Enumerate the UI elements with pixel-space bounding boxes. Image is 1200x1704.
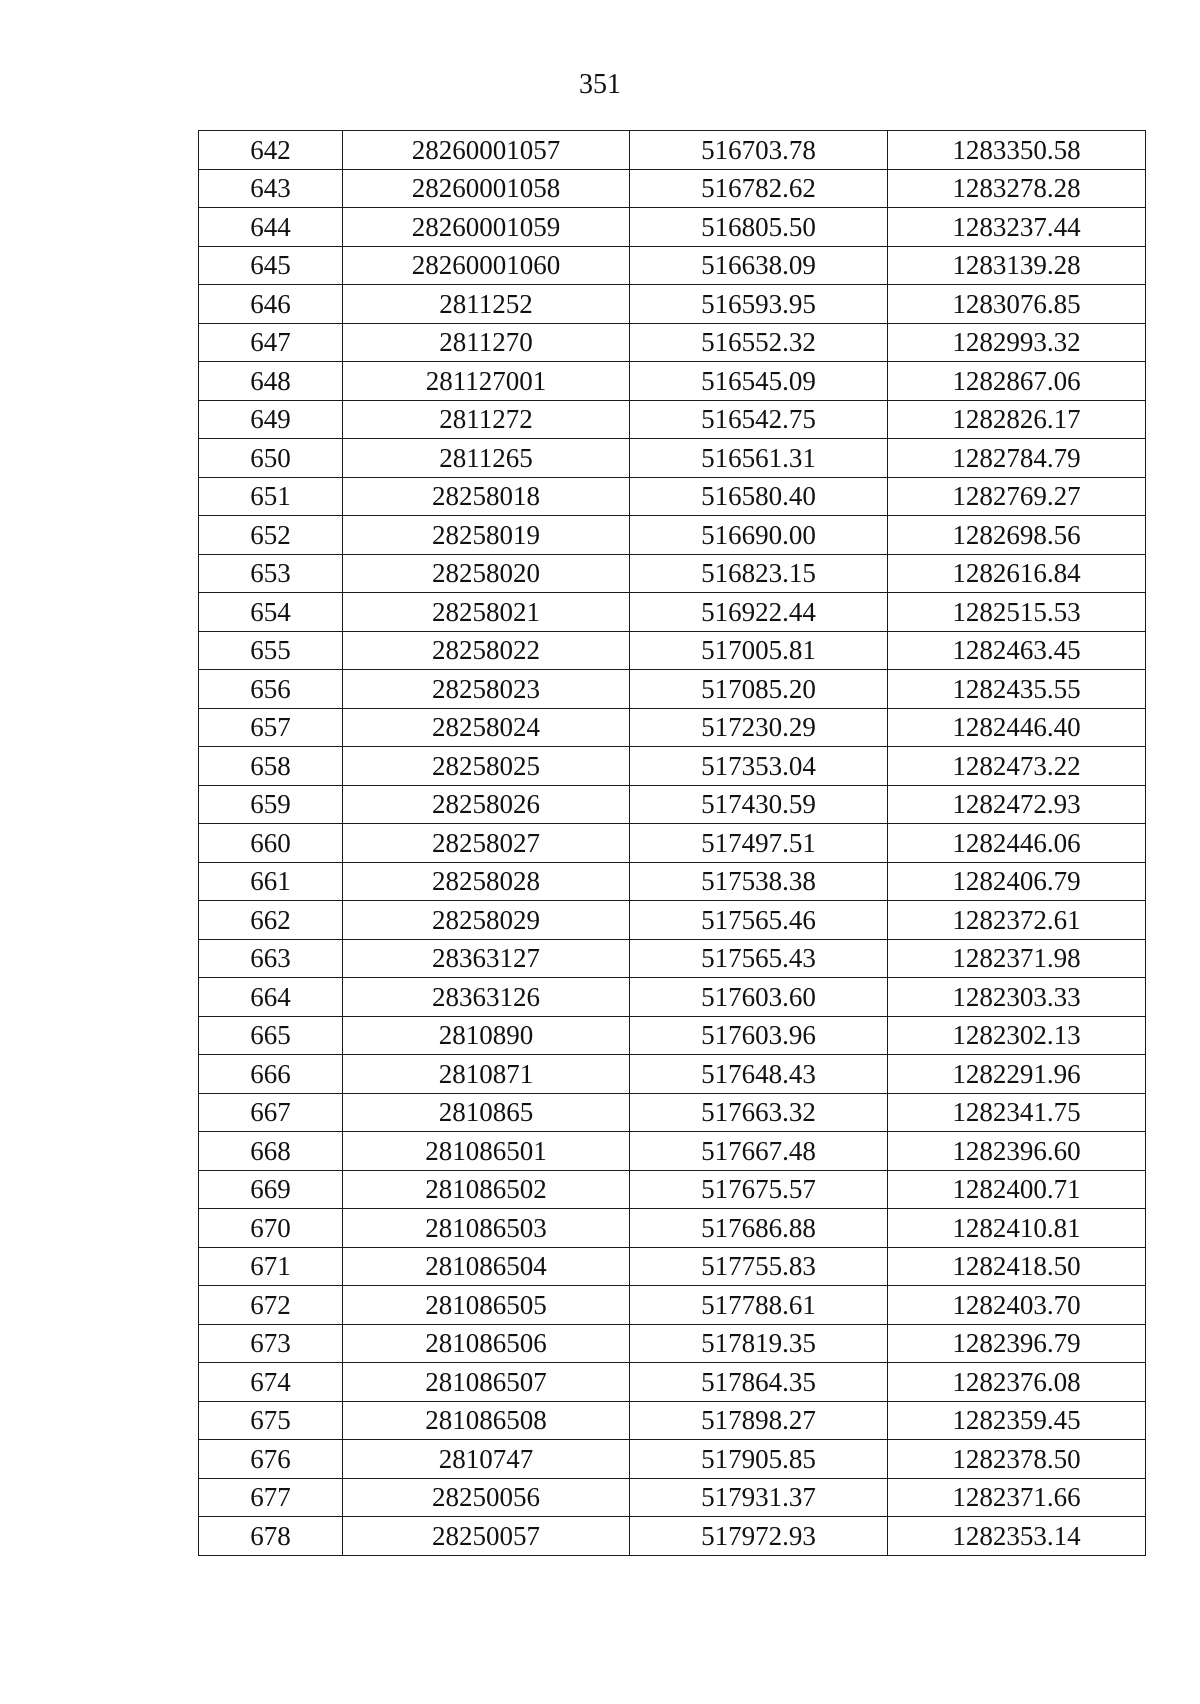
y-coordinate-cell: 1282515.53 bbox=[888, 593, 1146, 632]
y-coordinate-cell: 1282372.61 bbox=[888, 901, 1146, 940]
y-coordinate-cell: 1283237.44 bbox=[888, 208, 1146, 247]
table-row bbox=[199, 400, 1146, 439]
table-row bbox=[199, 1055, 1146, 1094]
x-coordinate-cell: 516561.31 bbox=[630, 439, 888, 478]
point-id-cell: 28258025 bbox=[343, 747, 630, 786]
y-coordinate-cell: 1283076.85 bbox=[888, 285, 1146, 324]
y-coordinate-cell: 1282303.33 bbox=[888, 978, 1146, 1017]
point-id-cell: 2810871 bbox=[343, 1055, 630, 1094]
table-row bbox=[199, 1478, 1146, 1517]
y-coordinate-cell: 1283350.58 bbox=[888, 131, 1146, 170]
x-coordinate-cell: 517005.81 bbox=[630, 631, 888, 670]
table-row bbox=[199, 1016, 1146, 1055]
point-id-cell: 28258020 bbox=[343, 554, 630, 593]
row-number-cell: 657 bbox=[199, 708, 343, 747]
table-row bbox=[199, 1440, 1146, 1479]
point-id-cell: 281086508 bbox=[343, 1401, 630, 1440]
point-id-cell: 28363127 bbox=[343, 939, 630, 978]
y-coordinate-cell: 1282769.27 bbox=[888, 477, 1146, 516]
point-id-cell: 28258028 bbox=[343, 862, 630, 901]
row-number-cell: 650 bbox=[199, 439, 343, 478]
x-coordinate-cell: 516552.32 bbox=[630, 323, 888, 362]
point-id-cell: 28258018 bbox=[343, 477, 630, 516]
x-coordinate-cell: 517819.35 bbox=[630, 1324, 888, 1363]
row-number-cell: 671 bbox=[199, 1247, 343, 1286]
y-coordinate-cell: 1282376.08 bbox=[888, 1363, 1146, 1402]
x-coordinate-cell: 517497.51 bbox=[630, 824, 888, 863]
row-number-cell: 663 bbox=[199, 939, 343, 978]
table-row bbox=[199, 939, 1146, 978]
point-id-cell: 28260001059 bbox=[343, 208, 630, 247]
x-coordinate-cell: 516922.44 bbox=[630, 593, 888, 632]
row-number-cell: 674 bbox=[199, 1363, 343, 1402]
row-number-cell: 661 bbox=[199, 862, 343, 901]
y-coordinate-cell: 1283139.28 bbox=[888, 246, 1146, 285]
table-row bbox=[199, 1401, 1146, 1440]
point-id-cell: 28260001058 bbox=[343, 169, 630, 208]
table-row bbox=[199, 323, 1146, 362]
row-number-cell: 677 bbox=[199, 1478, 343, 1517]
row-number-cell: 675 bbox=[199, 1401, 343, 1440]
point-id-cell: 28250056 bbox=[343, 1478, 630, 1517]
point-id-cell: 2810865 bbox=[343, 1093, 630, 1132]
table-row bbox=[199, 824, 1146, 863]
row-number-cell: 660 bbox=[199, 824, 343, 863]
x-coordinate-cell: 517675.57 bbox=[630, 1170, 888, 1209]
table-row bbox=[199, 285, 1146, 324]
point-id-cell: 2810747 bbox=[343, 1440, 630, 1479]
x-coordinate-cell: 516580.40 bbox=[630, 477, 888, 516]
point-id-cell: 28250057 bbox=[343, 1517, 630, 1556]
x-coordinate-cell: 517755.83 bbox=[630, 1247, 888, 1286]
point-id-cell: 28258024 bbox=[343, 708, 630, 747]
row-number-cell: 665 bbox=[199, 1016, 343, 1055]
table-row bbox=[199, 246, 1146, 285]
table-row bbox=[199, 131, 1146, 170]
row-number-cell: 676 bbox=[199, 1440, 343, 1479]
table-row bbox=[199, 208, 1146, 247]
page-number: 351 bbox=[579, 69, 621, 100]
row-number-cell: 670 bbox=[199, 1209, 343, 1248]
y-coordinate-cell: 1283278.28 bbox=[888, 169, 1146, 208]
row-number-cell: 664 bbox=[199, 978, 343, 1017]
y-coordinate-cell: 1282396.79 bbox=[888, 1324, 1146, 1363]
y-coordinate-cell: 1282472.93 bbox=[888, 785, 1146, 824]
point-id-cell: 28260001060 bbox=[343, 246, 630, 285]
table-row bbox=[199, 631, 1146, 670]
point-id-cell: 2811270 bbox=[343, 323, 630, 362]
row-number-cell: 678 bbox=[199, 1517, 343, 1556]
x-coordinate-cell: 516542.75 bbox=[630, 400, 888, 439]
row-number-cell: 651 bbox=[199, 477, 343, 516]
row-number-cell: 658 bbox=[199, 747, 343, 786]
point-id-cell: 2811265 bbox=[343, 439, 630, 478]
table-row bbox=[199, 747, 1146, 786]
table-row bbox=[199, 978, 1146, 1017]
y-coordinate-cell: 1282698.56 bbox=[888, 516, 1146, 555]
x-coordinate-cell: 517905.85 bbox=[630, 1440, 888, 1479]
point-id-cell: 28363126 bbox=[343, 978, 630, 1017]
row-number-cell: 642 bbox=[199, 131, 343, 170]
row-number-cell: 667 bbox=[199, 1093, 343, 1132]
y-coordinate-cell: 1282463.45 bbox=[888, 631, 1146, 670]
y-coordinate-cell: 1282302.13 bbox=[888, 1016, 1146, 1055]
y-coordinate-cell: 1282371.66 bbox=[888, 1478, 1146, 1517]
row-number-cell: 662 bbox=[199, 901, 343, 940]
point-id-cell: 281086507 bbox=[343, 1363, 630, 1402]
row-number-cell: 659 bbox=[199, 785, 343, 824]
x-coordinate-cell: 517230.29 bbox=[630, 708, 888, 747]
y-coordinate-cell: 1282291.96 bbox=[888, 1055, 1146, 1094]
y-coordinate-cell: 1282371.98 bbox=[888, 939, 1146, 978]
row-number-cell: 647 bbox=[199, 323, 343, 362]
row-number-cell: 672 bbox=[199, 1286, 343, 1325]
x-coordinate-cell: 516823.15 bbox=[630, 554, 888, 593]
table-row bbox=[199, 362, 1146, 401]
point-id-cell: 28258027 bbox=[343, 824, 630, 863]
table-row bbox=[199, 1324, 1146, 1363]
point-id-cell: 281127001 bbox=[343, 362, 630, 401]
point-id-cell: 28258029 bbox=[343, 901, 630, 940]
x-coordinate-cell: 516638.09 bbox=[630, 246, 888, 285]
point-id-cell: 28258021 bbox=[343, 593, 630, 632]
x-coordinate-cell: 516690.00 bbox=[630, 516, 888, 555]
table-row bbox=[199, 1093, 1146, 1132]
y-coordinate-cell: 1282400.71 bbox=[888, 1170, 1146, 1209]
row-number-cell: 669 bbox=[199, 1170, 343, 1209]
table-row bbox=[199, 708, 1146, 747]
x-coordinate-cell: 516545.09 bbox=[630, 362, 888, 401]
x-coordinate-cell: 517931.37 bbox=[630, 1478, 888, 1517]
y-coordinate-cell: 1282403.70 bbox=[888, 1286, 1146, 1325]
row-number-cell: 655 bbox=[199, 631, 343, 670]
point-id-cell: 28258022 bbox=[343, 631, 630, 670]
y-coordinate-cell: 1282341.75 bbox=[888, 1093, 1146, 1132]
point-id-cell: 28258023 bbox=[343, 670, 630, 709]
coordinates-table bbox=[198, 130, 1146, 1556]
point-id-cell: 281086502 bbox=[343, 1170, 630, 1209]
x-coordinate-cell: 517603.96 bbox=[630, 1016, 888, 1055]
row-number-cell: 652 bbox=[199, 516, 343, 555]
y-coordinate-cell: 1282473.22 bbox=[888, 747, 1146, 786]
y-coordinate-cell: 1282446.40 bbox=[888, 708, 1146, 747]
x-coordinate-cell: 516593.95 bbox=[630, 285, 888, 324]
table-row bbox=[199, 169, 1146, 208]
point-id-cell: 281086506 bbox=[343, 1324, 630, 1363]
table-row bbox=[199, 1363, 1146, 1402]
row-number-cell: 653 bbox=[199, 554, 343, 593]
table-row bbox=[199, 901, 1146, 940]
row-number-cell: 656 bbox=[199, 670, 343, 709]
table-row bbox=[199, 1247, 1146, 1286]
table-row bbox=[199, 516, 1146, 555]
row-number-cell: 654 bbox=[199, 593, 343, 632]
row-number-cell: 644 bbox=[199, 208, 343, 247]
y-coordinate-cell: 1282446.06 bbox=[888, 824, 1146, 863]
x-coordinate-cell: 517972.93 bbox=[630, 1517, 888, 1556]
x-coordinate-cell: 517648.43 bbox=[630, 1055, 888, 1094]
table-row bbox=[199, 785, 1146, 824]
x-coordinate-cell: 517686.88 bbox=[630, 1209, 888, 1248]
point-id-cell: 2811272 bbox=[343, 400, 630, 439]
x-coordinate-cell: 516703.78 bbox=[630, 131, 888, 170]
x-coordinate-cell: 517565.46 bbox=[630, 901, 888, 940]
table-row bbox=[199, 477, 1146, 516]
x-coordinate-cell: 517353.04 bbox=[630, 747, 888, 786]
row-number-cell: 666 bbox=[199, 1055, 343, 1094]
y-coordinate-cell: 1282406.79 bbox=[888, 862, 1146, 901]
x-coordinate-cell: 517898.27 bbox=[630, 1401, 888, 1440]
x-coordinate-cell: 517663.32 bbox=[630, 1093, 888, 1132]
x-coordinate-cell: 516805.50 bbox=[630, 208, 888, 247]
point-id-cell: 28258019 bbox=[343, 516, 630, 555]
point-id-cell: 281086503 bbox=[343, 1209, 630, 1248]
point-id-cell: 28258026 bbox=[343, 785, 630, 824]
y-coordinate-cell: 1282435.55 bbox=[888, 670, 1146, 709]
point-id-cell: 28260001057 bbox=[343, 131, 630, 170]
x-coordinate-cell: 517430.59 bbox=[630, 785, 888, 824]
table-row bbox=[199, 439, 1146, 478]
table-row bbox=[199, 1517, 1146, 1556]
y-coordinate-cell: 1282784.79 bbox=[888, 439, 1146, 478]
x-coordinate-cell: 517603.60 bbox=[630, 978, 888, 1017]
y-coordinate-cell: 1282616.84 bbox=[888, 554, 1146, 593]
point-id-cell: 281086501 bbox=[343, 1132, 630, 1171]
table-row bbox=[199, 554, 1146, 593]
point-id-cell: 2811252 bbox=[343, 285, 630, 324]
row-number-cell: 646 bbox=[199, 285, 343, 324]
row-number-cell: 643 bbox=[199, 169, 343, 208]
table-row bbox=[199, 1286, 1146, 1325]
point-id-cell: 281086505 bbox=[343, 1286, 630, 1325]
point-id-cell: 2810890 bbox=[343, 1016, 630, 1055]
y-coordinate-cell: 1282396.60 bbox=[888, 1132, 1146, 1171]
table-body bbox=[199, 131, 1146, 1556]
x-coordinate-cell: 517864.35 bbox=[630, 1363, 888, 1402]
row-number-cell: 645 bbox=[199, 246, 343, 285]
x-coordinate-cell: 517538.38 bbox=[630, 862, 888, 901]
table-row bbox=[199, 593, 1146, 632]
table-row bbox=[199, 1209, 1146, 1248]
row-number-cell: 673 bbox=[199, 1324, 343, 1363]
table-row bbox=[199, 862, 1146, 901]
y-coordinate-cell: 1282359.45 bbox=[888, 1401, 1146, 1440]
y-coordinate-cell: 1282826.17 bbox=[888, 400, 1146, 439]
point-id-cell: 281086504 bbox=[343, 1247, 630, 1286]
y-coordinate-cell: 1282353.14 bbox=[888, 1517, 1146, 1556]
table-row bbox=[199, 1170, 1146, 1209]
x-coordinate-cell: 517667.48 bbox=[630, 1132, 888, 1171]
y-coordinate-cell: 1282867.06 bbox=[888, 362, 1146, 401]
y-coordinate-cell: 1282418.50 bbox=[888, 1247, 1146, 1286]
y-coordinate-cell: 1282410.81 bbox=[888, 1209, 1146, 1248]
y-coordinate-cell: 1282993.32 bbox=[888, 323, 1146, 362]
row-number-cell: 668 bbox=[199, 1132, 343, 1171]
x-coordinate-cell: 517788.61 bbox=[630, 1286, 888, 1325]
y-coordinate-cell: 1282378.50 bbox=[888, 1440, 1146, 1479]
x-coordinate-cell: 516782.62 bbox=[630, 169, 888, 208]
row-number-cell: 649 bbox=[199, 400, 343, 439]
table-row bbox=[199, 670, 1146, 709]
x-coordinate-cell: 517085.20 bbox=[630, 670, 888, 709]
x-coordinate-cell: 517565.43 bbox=[630, 939, 888, 978]
row-number-cell: 648 bbox=[199, 362, 343, 401]
table-row bbox=[199, 1132, 1146, 1171]
